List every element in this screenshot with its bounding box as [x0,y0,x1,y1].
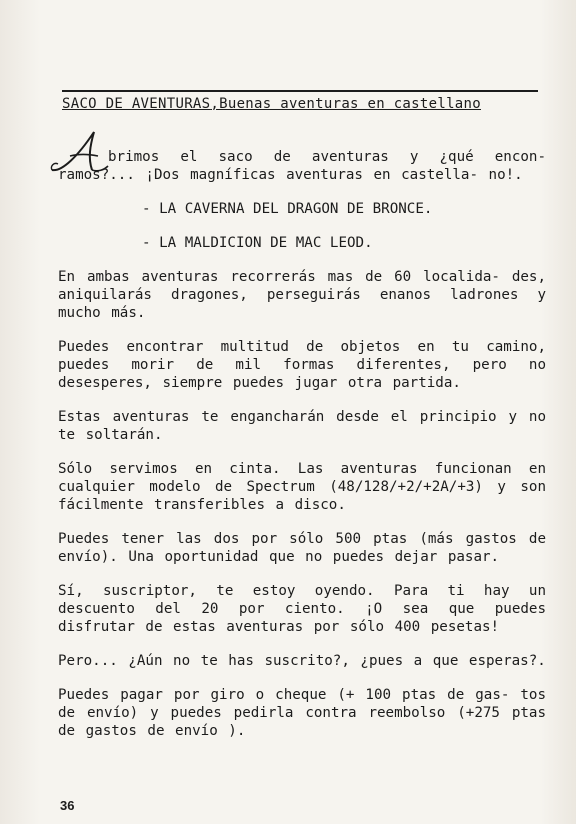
paragraph-locations: En ambas aventuras recorrerás mas de 60 localida- des, aniquilarás dragones, perseguirás enanos ladrones y mucho más. [58,269,546,321]
paragraph-hook: Estas aventuras te engancharán desde el principio y no te soltarán. [58,409,546,443]
paragraph-question: Pero... ¿Aún no te has suscrito?, ¿pues a que esperas?. [58,653,546,669]
paragraph-price: Puedes tener las dos por sólo 500 ptas (más gastos de envío). Una oportunidad que no puedes dejar pasar. [58,531,546,565]
paragraph-objects: Puedes encontrar multitud de objetos en tu camino, puedes morir de mil formas diferentes, pero no desesperes, siempre puedes jugar otra partida. [58,339,546,391]
drop-cap-a-icon [48,126,118,176]
intro-paragraph [58,148,546,184]
paragraph-format: Sólo servimos en cinta. Las aventuras funcionan en cualquier modelo de Spectrum (48/128/+2/+2A/+3) y son fácilmente transferibles a disco. [58,461,546,513]
paragraph-subscriber: Sí, suscriptor, te estoy oyendo. Para ti hay un descuento del 20 por ciento. ¡O sea que puedes disfrutar de estas aventuras por sólo 400 pesetas! [58,583,546,635]
article-body [58,148,546,756]
game-item-2: - LA MALDICION DE MAC LEOD. [142,235,373,251]
paragraph-payment: Puedes pagar por giro o cheque (+ 100 ptas de gas- tos de envío) y puedes pedirla contra reembolso (+275 ptas de gastos de envío ). [58,687,546,739]
article-title: SACO DE AVENTURAS [62,96,211,112]
intro-text: brimos el saco de aventuras y ¿qué encon- ramos?... ¡Dos magníficas aventuras en castella- no!. [58,149,546,183]
header-rule [62,90,538,92]
article-header [62,96,538,112]
page-number: 36 [60,798,75,813]
game-item-1: - LA CAVERNA DEL DRAGON DE BRONCE. [142,201,433,217]
bleed-through-text [140,62,460,84]
article-subtitle: ,Buenas aventuras en castellano [210,96,481,112]
